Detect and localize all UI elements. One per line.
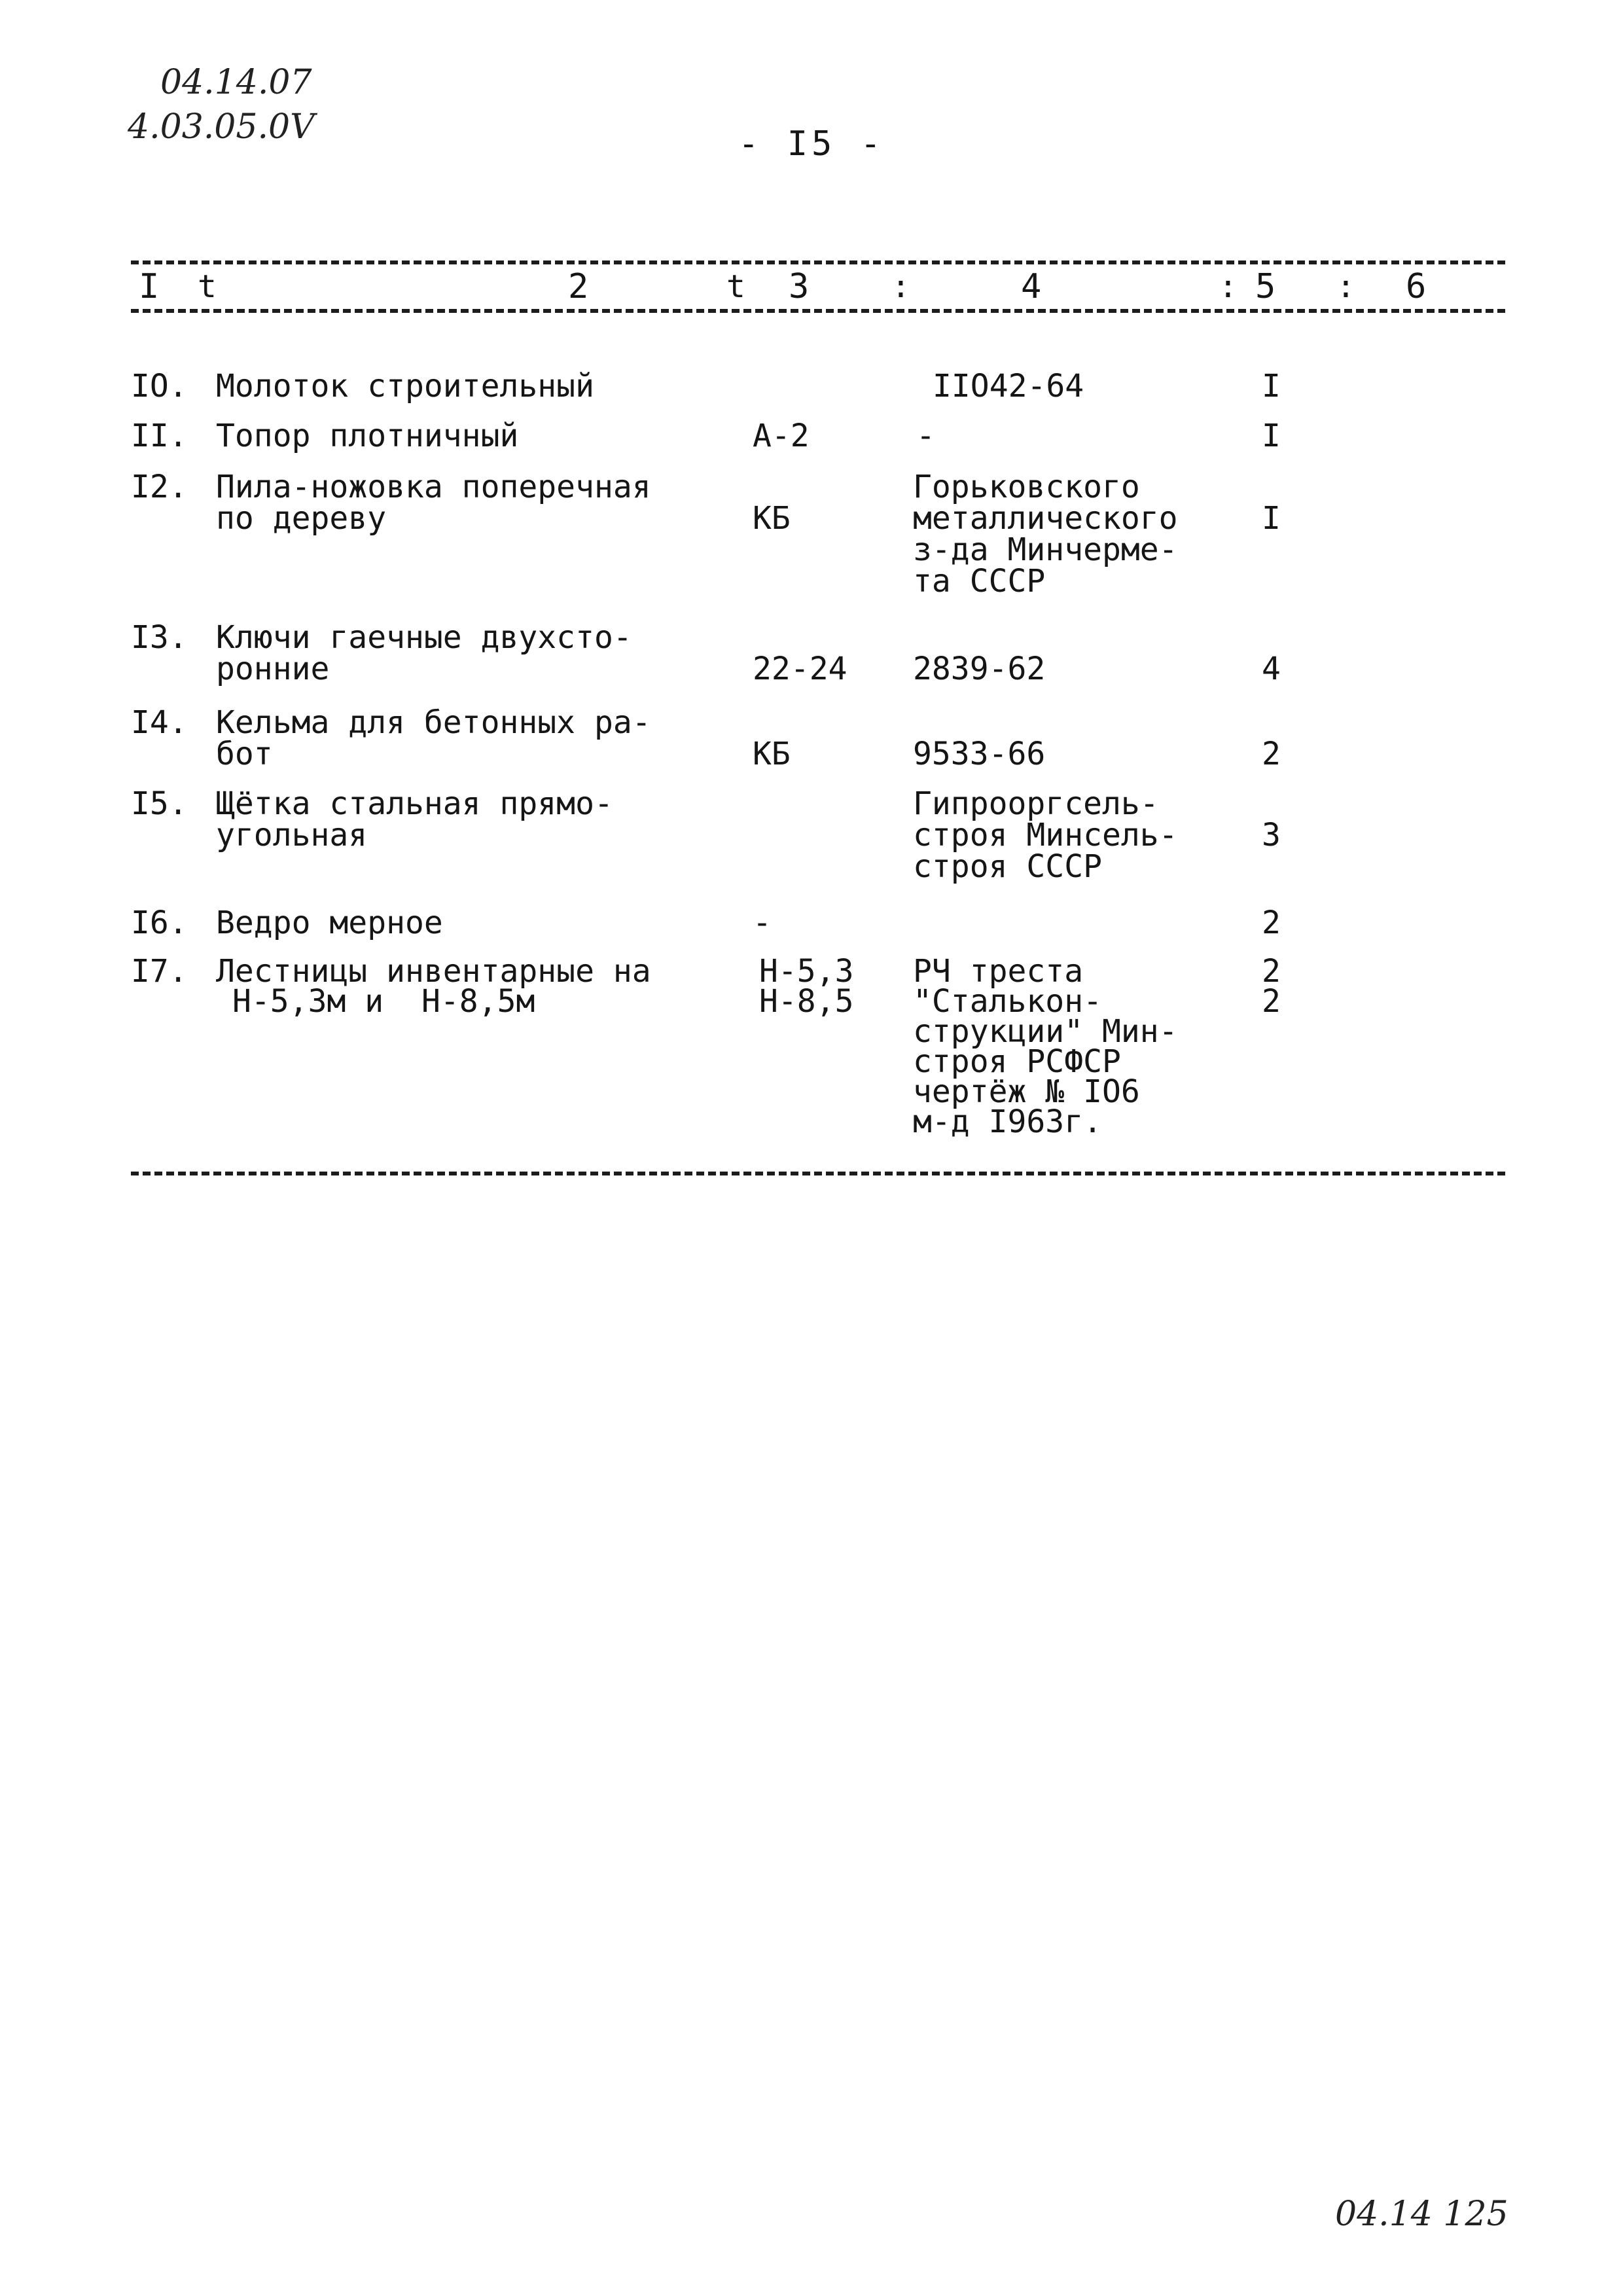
item-name: угольная [216,817,368,853]
item-standard: строя Минсель- [913,817,1178,853]
item-type: - [753,905,772,941]
item-name: ронние [216,651,330,687]
header-col-3: 3 [789,267,810,306]
item-type: Н-8,5 [759,983,854,1020]
row-number: I3. [131,619,188,656]
item-standard: - [916,418,935,454]
item-quantity: I [1262,500,1281,537]
item-type: КБ [753,736,791,772]
item-standard: Гипрооргсель- [913,785,1159,822]
item-standard: та СССР [913,563,1046,600]
header-col-6: 6 [1406,267,1427,306]
header-bottom-rule [131,309,1505,313]
header-separator: : [1219,268,1238,305]
item-standard: Горьковского [913,469,1140,505]
item-standard: металлического [913,500,1178,537]
row-number: I5. [131,785,188,822]
item-type: А-2 [753,418,810,454]
item-type: 22-24 [753,651,847,687]
item-name: Лестницы инвентарные на [216,953,651,990]
item-quantity: 4 [1262,651,1281,687]
row-number: I4. [131,704,188,741]
item-name: Кельма для бетонных ра- [216,704,651,741]
header-separator: t [726,268,745,305]
item-name: Ведро мерное [216,905,443,941]
handwritten-code-line2: 4.03.05.0V [128,107,315,147]
header-separator: : [891,268,910,305]
item-name: Пила-ножовка поперечная [216,469,651,505]
header-col-4: 4 [1021,267,1042,306]
item-name: Молоток строительный [216,368,594,404]
row-number: I6. [131,905,188,941]
item-quantity: 3 [1262,817,1281,853]
item-standard: чертёж № IO6 [913,1073,1140,1110]
item-name: Топор плотничный [216,418,519,454]
item-standard: 9533-66 [913,736,1046,772]
item-quantity: I [1262,418,1281,454]
table-bottom-rule [131,1172,1505,1175]
item-standard: струкции" Мин- [913,1013,1178,1050]
item-standard: РЧ треста [913,953,1084,990]
row-number: I2. [131,469,188,505]
page-number: - I5 - [738,124,885,164]
item-name: бот [216,736,273,772]
header-separator: t [198,268,217,305]
item-name: Ключи гаечные двухсто- [216,619,632,656]
item-quantity: 2 [1262,983,1281,1020]
item-standard: м-д I963г. [913,1103,1102,1140]
item-quantity: 2 [1262,953,1281,990]
item-name: Н-5,3м и Н-8,5м [232,983,535,1020]
header-separator: : [1336,268,1355,305]
item-standard: з-да Минчерме- [913,531,1178,568]
item-standard: "Сталькон- [913,983,1102,1020]
row-number: IO. [131,368,188,404]
item-name: по дереву [216,500,387,537]
header-top-rule [131,260,1505,264]
item-quantity: 2 [1262,736,1281,772]
handwritten-code-line1: 04.14.07 [160,63,312,102]
row-number: II. [131,418,188,454]
item-standard: IIO42-64 [933,368,1084,404]
header-col-5: 5 [1255,267,1276,306]
item-standard: 2839-62 [913,651,1046,687]
item-quantity: I [1262,368,1281,404]
item-type: Н-5,3 [759,953,854,990]
item-standard: строя СССР [913,848,1102,885]
row-number: I7. [131,953,188,990]
item-standard: строя РСФСР [913,1043,1121,1080]
item-type: КБ [753,500,791,537]
header-col-2: 2 [568,267,589,306]
item-name: Щётка стальная прямо- [216,785,613,822]
handwritten-archive-number: 04.14 125 [1335,2195,1508,2234]
item-quantity: 2 [1262,905,1281,941]
header-col-1: I [139,267,160,306]
